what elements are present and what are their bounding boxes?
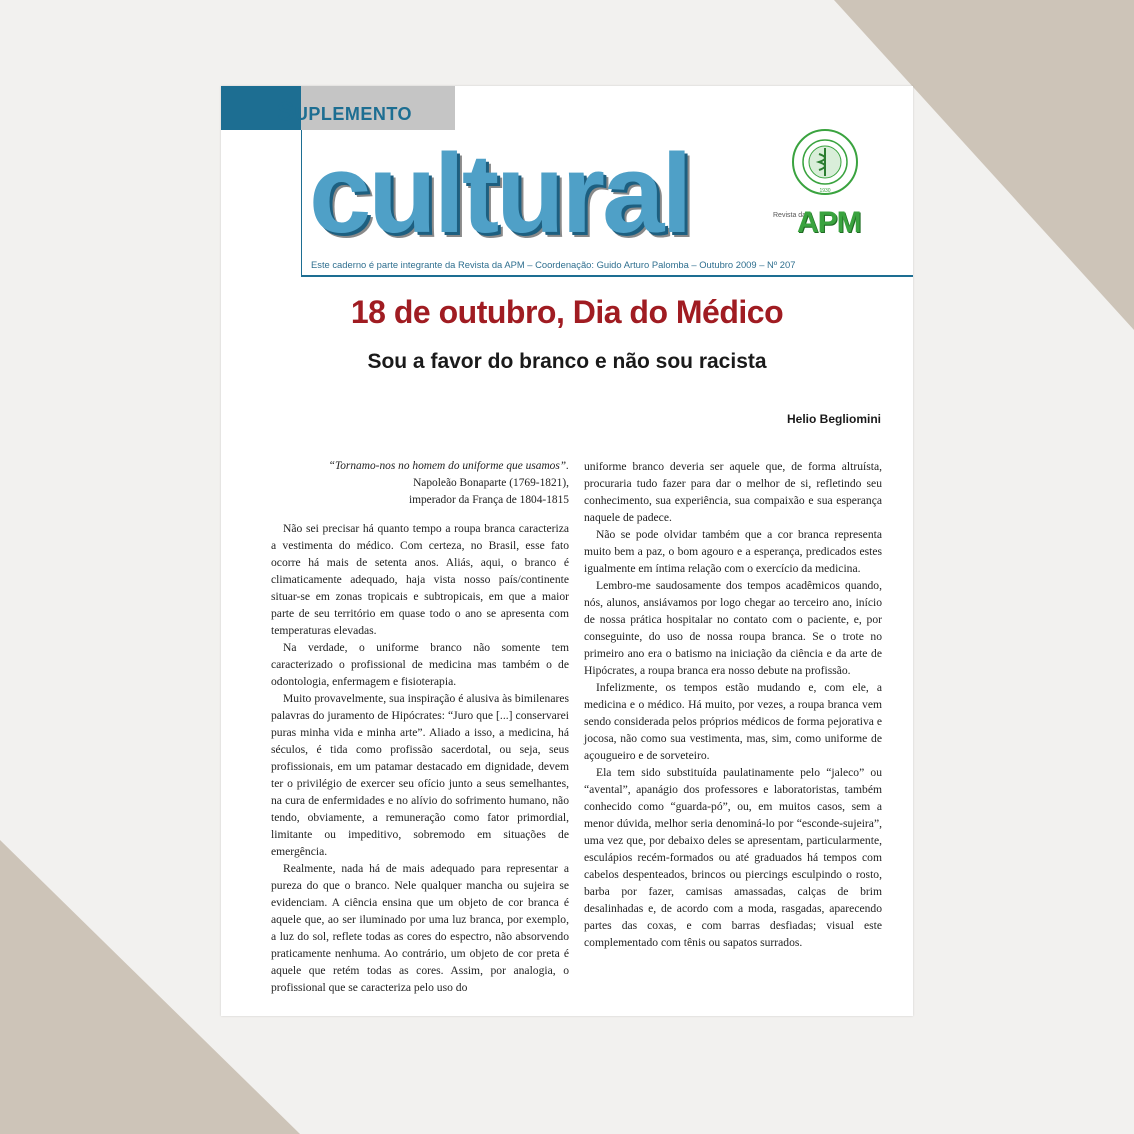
- epigraph-quote: “Tornamo-nos no homem do uniforme que usamos”.: [328, 460, 569, 472]
- revista-da-label: Revista da: [773, 212, 807, 219]
- author-name: Helio Begliomini: [786, 412, 881, 426]
- article-title: 18 de outubro, Dia do Médico: [350, 294, 784, 330]
- document-page: [221, 86, 913, 1016]
- right-column: [584, 458, 882, 951]
- svg-text:1930: 1930: [819, 188, 831, 194]
- epigraph-source: Napoleão Bonaparte (1769-1821),: [413, 477, 569, 489]
- cultural-masthead: cultural: [309, 131, 690, 256]
- epigraph: [271, 458, 569, 509]
- header-note: Este caderno é parte integrante da Revista da APM – Coordenação: Guido Arturo Palomba – Outubro 2009 – Nº 207: [311, 259, 796, 270]
- header-horizontal-rule: [301, 275, 913, 277]
- article-subtitle: Sou a favor do branco e não sou racista: [367, 350, 767, 373]
- apm-seal-logo: [791, 128, 859, 196]
- paragraph: Não se pode olvidar também que a cor branca representa muito bem a paz, o bom agouro e a esperança, predicados estes igualmente em íntima relação com o exercício da medicina.: [584, 528, 882, 575]
- left-column: [271, 458, 569, 996]
- paragraph: Na verdade, o uniforme branco não somente tem caracterizado o profissional de medicina mas também o de odontologia, enfermagem e fisioterapia.: [271, 641, 569, 688]
- paragraph: uniforme branco deveria ser aquele que, de forma altruísta, procuraria tudo fazer para dar o melhor de si, refletindo seu conhecimento, sua experiência, sua compaixão e sua esperança naquele de padece.: [584, 460, 882, 524]
- suplemento-heading: Suplemento: [277, 96, 413, 126]
- paragraph: Realmente, nada há de mais adequado para representar a pureza do que o branco. Nele qualquer mancha ou sujeira se evidenciam. A ciência ensina que um objeto de cor branca é aquele que, ao ser iluminado por uma luz branca, por exemplo, a luz do sol, reflete todas as cores do espectro, não absorvendo praticamente nenhuma. Ao contrário, um objeto de cor preta é aquele que retém todas as cores. Assim, por analogia, o profissional que se caracteriza pelo uso do: [271, 862, 569, 994]
- paragraph: Não sei precisar há quanto tempo a roupa branca caracteriza a vestimenta do médico. Com certeza, no Brasil, esse fato ocorre há mais de setenta anos. Aliás, aqui, o branco é climaticamente adequado, haja vista nosso país/continente situar-se em zonas tropicais e subtropicais, em que a maior parte de seu território em quase todo o ano se apresenta com temperaturas elevadas.: [271, 522, 569, 637]
- paragraph: Ela tem sido substituída paulatinamente pelo “jaleco” ou “avental”, apanágio dos professores e laboratoristas, também conhecido como “guarda-pó”, ou, em muitos casos, sem a menor dúvida, melhor seria denominá-lo por “esconde-sujeira”, uma vez que, por debaixo deles se apresentam, particularmente, esculápios recém-formados ou até graduados há tempos com cabelos despenteados, brincos ou piercings esculpindo o rosto, barba por fazer, camisas amassadas, calças de brim desalinhadas e, de acordo com a moda, rasgadas, aparecendo partes das coxas, e com barras desfiadas; visual este complementado com tênis ou sapatos surrados.: [584, 766, 882, 949]
- apm-logo-text: APM: [797, 206, 861, 239]
- paragraph: Infelizmente, os tempos estão mudando e, com ele, a medicina e o médico. Há muito, por vezes, a roupa branca vem sendo considerada pelos próprios médicos de forma pejorativa e jocosa, não como sua vestimenta, mas, sim, como uniforme de açougueiro e de sorveteiro.: [584, 681, 882, 762]
- paragraph: Muito provavelmente, sua inspiração é alusiva às bimilenares palavras do juramento de Hipócrates: “Juro que [...] conservarei puras minha vida e minha arte”. Aliado a isso, a medicina, há séculos, é tida como profissão sacerdotal, ou seja, seus profissionais, em um patamar destacado em dignidade, devem ter o privilégio de exercer seu ofício junto a seus semelhantes, na cura de enfermidades e no alívio do sofrimento humano, não tendo, obviamente, a remuneração como fator primordial, limitante ou impeditivo, sobremodo em situações de emergência.: [271, 692, 569, 858]
- paragraph: Lembro-me saudosamente dos tempos acadêmicos quando, nós, alunos, ansiávamos por logo chegar ao terceiro ano, início de nossa prática hospitalar no contato com o paciente, e, por conseguinte, do uso de nossa roupa branca. Se o trote no primeiro ano era o batismo na iniciação da ciência e da arte de Hipócrates, a roupa branca era nosso debute na profissão.: [584, 579, 882, 677]
- header-vertical-rule: [301, 130, 302, 275]
- epigraph-role: imperador da França de 1804-1815: [408, 494, 569, 506]
